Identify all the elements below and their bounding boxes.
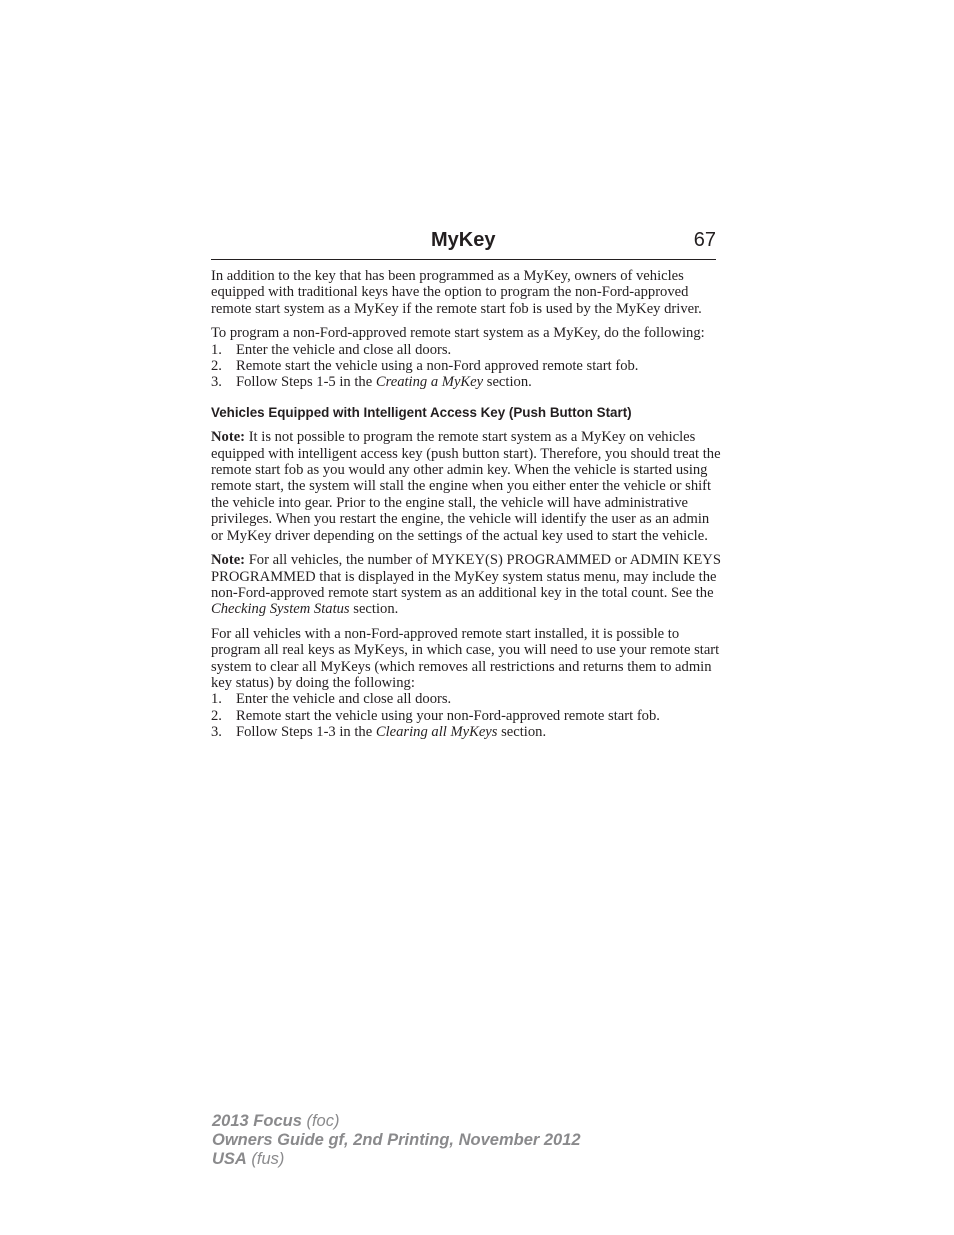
section-reference: Checking System Status [211, 601, 350, 618]
footer-line: 2013 Focus (foc) [212, 1112, 340, 1130]
page-body [211, 268, 721, 749]
list-item: 2. Remote start the vehicle using a non-Ford approved remote start fob. [211, 358, 639, 375]
note-paragraph: Note: It is not possible to program the remote start system as a MyKey on vehicles equipped with intelligent access key (push button start). Therefore, you should treat the remote start fob as you would any other admin key. When the vehicle is started using remote start, the system will stall the engine when you either enter the vehicle or shift the vehicle into gear. Prior to the engine stall, the vehicle will have administrative privileges. When you restart the engine, the vehicle will identify the user as an admin or MyKey driver depending on the settings of the actual key used to start the vehicle. [211, 429, 721, 544]
intro-paragraph: In addition to the key that has been programmed as a MyKey, owners of vehicles equipped with traditional keys have the option to program the non-Ford-approved remote start system as a MyKey if the remote start fob is used by the MyKey driver. [211, 268, 702, 317]
list-item: 1. Enter the vehicle and close all doors. [211, 341, 452, 358]
instruction-paragraph: To program a non-Ford-approved remote start system as a MyKey, do the following: [211, 325, 705, 342]
page-title: MyKey [431, 229, 496, 251]
note-paragraph: Note: For all vehicles, the number of MYKEY(S) PROGRAMMED or ADMIN KEYS PROGRAMMED that is displayed in the MyKey system status menu, may include the non-Ford-approved remote start system as an additional key in the total count. See the Checking System Status section. [211, 552, 721, 618]
note-label: Note: [211, 552, 246, 569]
section-heading: Vehicles Equipped with Intelligent Access Key (Push Button Start) [211, 404, 632, 420]
footer-line: USA (fus) [212, 1150, 285, 1168]
list-item: 2. Remote start the vehicle using your non-Ford-approved remote start fob. [211, 707, 660, 724]
page-number: 67 [693, 229, 716, 251]
clear-mykeys-paragraph: For all vehicles with a non-Ford-approved remote start installed, it is possible to program all real keys as MyKeys, in which case, you will need to use your remote start system to clear all MyKeys (which removes all restrictions and returns them to admin key status) by doing the following: [211, 625, 720, 691]
page-footer [212, 1112, 581, 1169]
section-reference: Clearing all MyKeys [375, 724, 498, 741]
footer-line: Owners Guide gf, 2nd Printing, November 2012 [212, 1131, 581, 1149]
page-header [211, 229, 716, 260]
list-item: 3. Follow Steps 1-5 in the Creating a MyKey section. [211, 374, 532, 391]
steps-list-2 [211, 691, 721, 740]
steps-list-1 [211, 342, 721, 391]
note-label: Note: [211, 429, 246, 446]
list-item: 1. Enter the vehicle and close all doors. [211, 691, 452, 708]
section-reference: Creating a MyKey [375, 374, 484, 391]
list-item: 3. Follow Steps 1-3 in the Clearing all MyKeys section. [211, 724, 547, 741]
